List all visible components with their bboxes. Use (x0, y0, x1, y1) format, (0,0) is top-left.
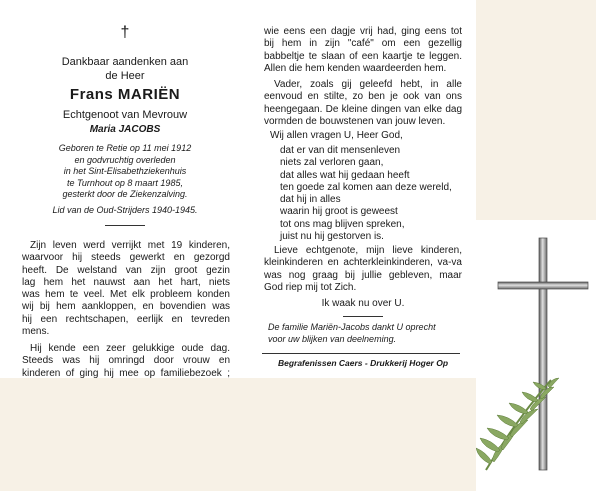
spouse-intro: Echtgenoot van Mevrouw (62, 109, 188, 121)
prayer-line: niets zal verloren gaan, (280, 157, 384, 169)
detail-line: gesterkt door de Ziekenzalving. (62, 189, 188, 199)
text-line: voor uw blijken van deelneming. (268, 333, 397, 344)
prayer-line: dat er van dit mensenleven (280, 145, 401, 156)
text-line: waarvoor hij steeds gewerkt en gezorgd (22, 252, 230, 264)
paragraph-old-age (22, 343, 230, 380)
dedication-line: de Heer (105, 70, 145, 82)
text-line: Allen die hem kenden waardeerden hem. (264, 62, 447, 74)
divider (105, 225, 145, 226)
text-line: babbeltje te slaan of een kaartje te leggen. (264, 50, 462, 62)
membership: Lid van de Oud-Strijders 1940-1945. (52, 205, 198, 215)
text-line: wie eens een dagje vrij had, ging eens tot (264, 26, 462, 37)
thanks-note (268, 322, 468, 345)
text-line: kinderen of ging hij mee op familiebezoek ; (22, 367, 230, 379)
birth-death-details (10, 143, 240, 201)
text-line: mens. (22, 326, 50, 338)
printer-credit: Begrafenissen Caers - Drukkerij Hoger Op (277, 358, 449, 368)
text-line: God riep mij tot Zich. (264, 281, 357, 293)
text-line: kleinkinderen en achterkleinkinderen, va-va (264, 257, 462, 269)
prayer-line: tot ons mag blijven spreken, (280, 218, 405, 230)
prayer-intro: Wij allen vragen U, Heer God, (270, 130, 403, 141)
spouse-name: Maria JACOBS (89, 124, 161, 135)
right-panel (476, 220, 596, 491)
left-page (0, 0, 250, 378)
deceased-name: Frans MARIËN (69, 86, 181, 103)
text-line: Lieve echtgenote, mijn lieve kinderen, (274, 245, 462, 256)
text-line: heeft. De welstand van zijn groot gezin (22, 264, 230, 276)
paragraph-vader (264, 79, 462, 128)
palm-branch-icon (476, 220, 596, 491)
prayer-line: juist nu hij gestorven is. (280, 231, 384, 243)
detail-line: in het Sint-Elisabethziekenhuis (63, 166, 187, 176)
text-line: De familie Mariën-Jacobs dankt U oprecht (268, 322, 436, 332)
text-line: Hij kende een zeer gelukkige oude dag. (30, 343, 230, 354)
text-line: Zijn leven werd verrijkt met 19 kinderen, (30, 240, 230, 251)
detail-line: Geboren te Retie op 11 mei 1912 (58, 143, 192, 153)
prayer-line: ten goede zal komen aan deze wereld, (280, 181, 452, 193)
text-line: wij bij hem aankloppen, en bovendien was (22, 301, 230, 313)
text-line: vormden de bouwstenen van jouw leven. (264, 115, 446, 127)
prayer-line: dat hij in alles (280, 194, 341, 206)
text-line: was nog graag bij jullie gebleven, maar (264, 269, 462, 281)
prayer-line: waarin hij groot is geweest (280, 206, 398, 218)
middle-page (250, 0, 476, 378)
dedication-line: Dankbaar aandenken aan (61, 56, 189, 68)
divider (343, 316, 383, 317)
text-line: bij hem in zijn "café" om een gezellig (264, 38, 462, 50)
text-line: heengegaan. De kleine dingen van elke dag (264, 103, 462, 115)
detail-line: te Turnhout op 8 maart 1985, (67, 177, 183, 188)
text-line: was hem te veel. Met elk probleem konden (22, 289, 230, 301)
closing-line: Ik waak nu over U. (321, 298, 405, 309)
text-line: hij een rechtschapen, eerlijk en tevreden (22, 313, 230, 325)
background-right (476, 0, 596, 220)
text-line: Steeds was hij omringd door vrouw en (22, 355, 230, 367)
dedication (20, 55, 230, 83)
text-line: Vader, zoals gij geleefd hebt, in alle (274, 79, 462, 90)
prayer-line: dat alles wat hij gedaan heeft (280, 169, 410, 181)
paragraph-cafe (264, 26, 462, 75)
divider (262, 353, 460, 354)
prayer (280, 145, 470, 243)
background-bottom (0, 378, 476, 491)
cross-icon: † (120, 24, 130, 41)
text-line: lag hem het nauwst aan het hart, niets (22, 276, 230, 288)
paragraph-farewell (264, 245, 462, 294)
paragraph-life (22, 240, 230, 338)
detail-line: en godvruchtig overleden (74, 154, 176, 165)
text-line: eenvoud en stilte, zo ben je ook van ons (264, 91, 462, 103)
